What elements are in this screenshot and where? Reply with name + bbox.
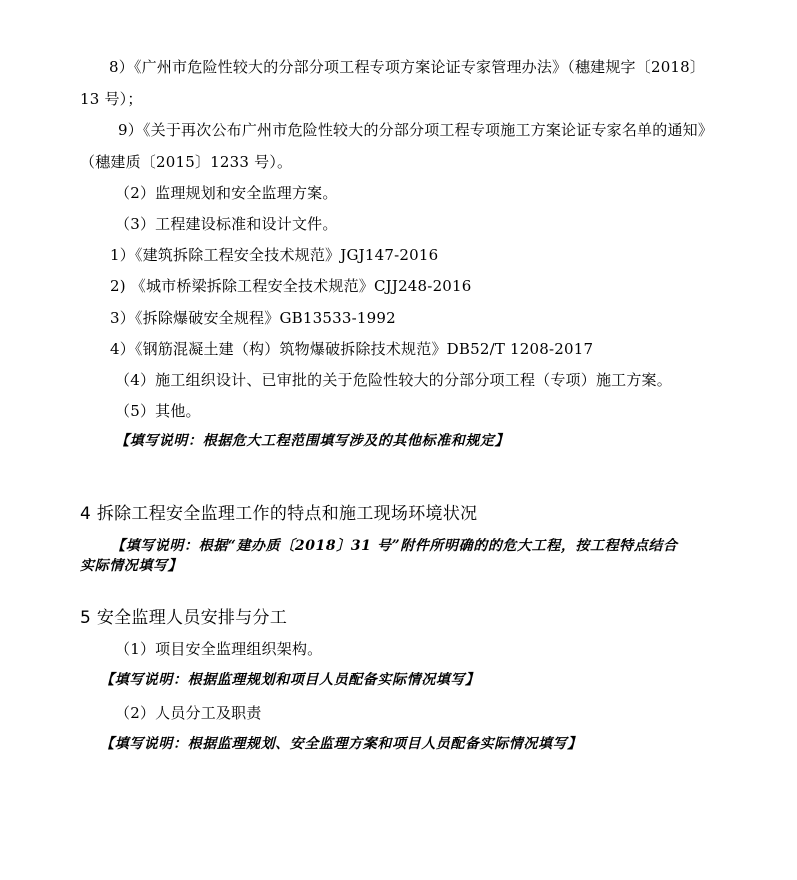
standard-item-1: 1）《建筑拆除工程安全技术规范》JGJ147-2016 [110,246,439,264]
fill-instruction-section-4-line-2: 实际情况填写】 [80,558,183,574]
basis-item-standards: （3）工程建设标准和设计文件。 [115,215,338,233]
section-5-heading: 5 安全监理人员安排与分工 [80,608,288,628]
basis-item-supervision-plan: （2）监理规划和安全监理方案。 [115,184,338,202]
basis-item-9-line-1: 9）《关于再次公布广州市危险性较大的分部分项工程专项施工方案论证专家名单的通知》 [118,121,714,139]
section-4-heading: 4 拆除工程安全监理工作的特点和施工现场环境状况 [80,504,478,524]
fill-instruction-standards: 【填写说明：根据危大工程范围填写涉及的其他标准和规定】 [115,433,510,449]
fill-instruction-section-5-item-2: 【填写说明：根据监理规划、安全监理方案和项目人员配备实际情况填写】 [100,736,582,752]
basis-item-9-line-2: （穗建质〔2015〕1233 号）。 [80,153,293,171]
standard-item-4: 4）《钢筋混凝土建（构）筑物爆破拆除技术规范》DB52/T 1208-2017 [110,340,594,358]
basis-item-8-line-2: 13 号）； [80,90,143,108]
basis-item-8-line-1: 8）《广州市危险性较大的分部分项工程专项方案论证专家管理办法》（穗建规字〔2018〕 [109,58,706,76]
basis-item-other: （5）其他。 [115,402,201,420]
fill-instruction-section-5-item-1: 【填写说明：根据监理规划和项目人员配备实际情况填写】 [100,672,480,688]
basis-item-construction-plan: （4）施工组织设计、已审批的关于危险性较大的分部分项工程（专项）施工方案。 [115,371,672,389]
standard-item-2: 2) 《城市桥梁拆除工程安全技术规范》CJJ248-2016 [110,277,472,295]
section-5-item-1: （1）项目安全监理组织架构。 [115,640,323,658]
section-5-item-2: （2）人员分工及职责 [115,704,262,722]
standard-item-3: 3）《拆除爆破安全规程》GB13533-1992 [110,309,396,327]
fill-instruction-section-4-line-1: 【填写说明：根据“建办质〔2018〕31 号”附件所明确的的危大工程，按工程特点结合 [111,538,678,554]
